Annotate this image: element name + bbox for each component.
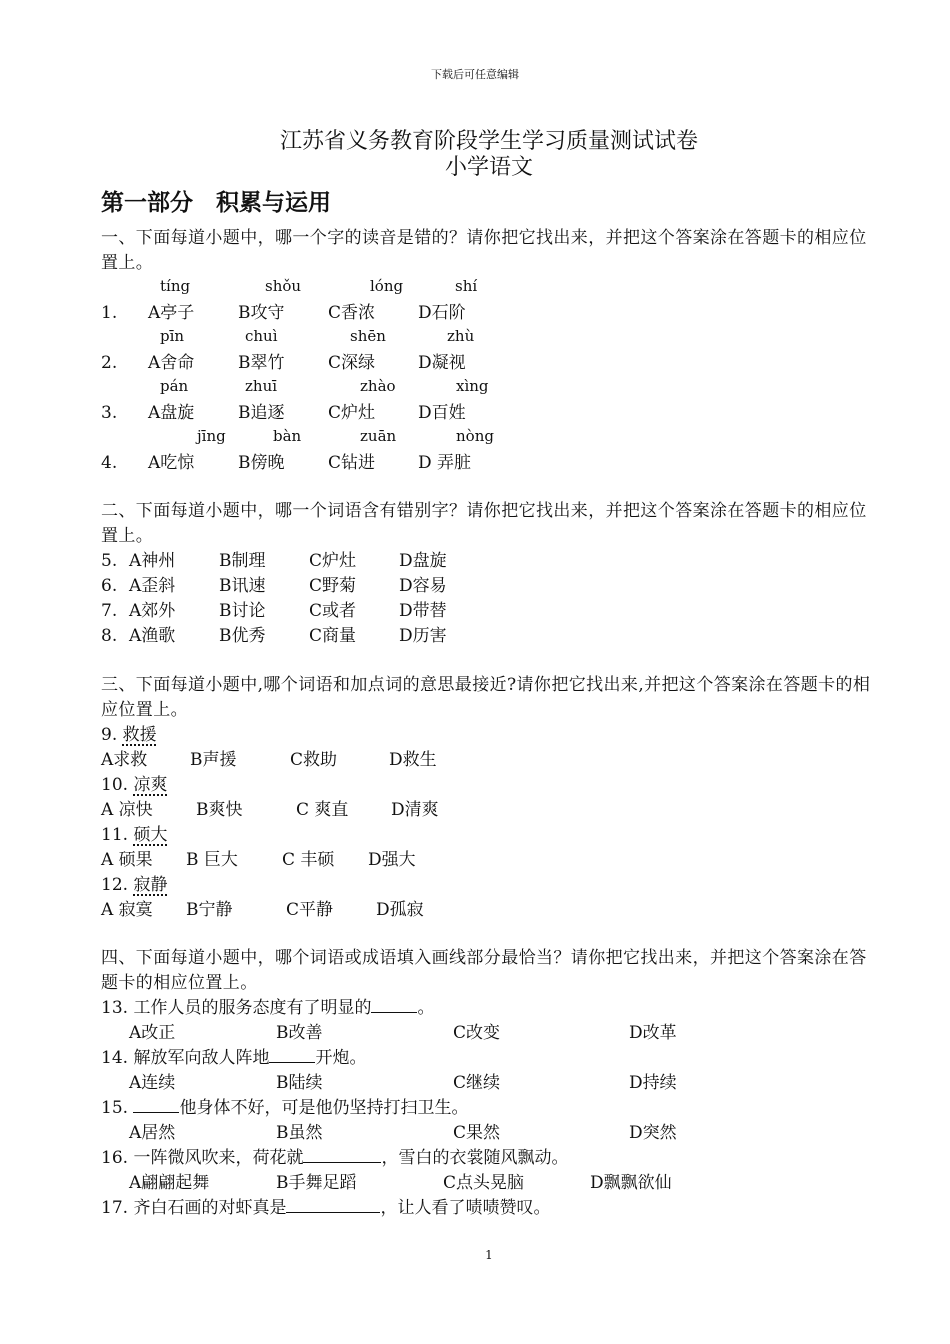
question-stem <box>101 1196 550 1221</box>
pinyin-label: zuān <box>360 427 397 445</box>
pinyin-label: lóng <box>370 277 404 295</box>
answer-option: A亭子 <box>148 303 195 323</box>
answer-option: B翠竹 <box>238 353 285 373</box>
answer-option: B优秀 <box>219 626 266 646</box>
question-number: 11. <box>101 825 129 845</box>
stem-text: 。 <box>417 998 435 1018</box>
answer-option: A翩翩起舞 <box>129 1173 210 1193</box>
answer-option: B改善 <box>276 1023 323 1043</box>
dotted-word: 救援 <box>122 725 157 745</box>
question-stem <box>101 723 157 748</box>
answer-option: B攻守 <box>238 303 285 323</box>
page-number: 1 <box>485 1248 493 1262</box>
pinyin-label: shēn <box>350 327 386 345</box>
stem-text: 齐白石画的对虾真是 <box>133 1198 287 1218</box>
answer-option: D 弄脏 <box>418 453 472 473</box>
answer-option: C炉灶 <box>309 551 357 571</box>
question-number: 5. <box>101 551 118 571</box>
pinyin-label: pīn <box>160 327 185 345</box>
question-number: 10. <box>101 775 129 795</box>
part-heading: 第一部分 积累与运用 <box>101 190 331 216</box>
question-number: 15. <box>101 1098 129 1118</box>
question-stem <box>101 1046 366 1071</box>
stem-text: 一阵微风吹来，荷花就 <box>133 1148 304 1168</box>
answer-option: B爽快 <box>196 800 243 820</box>
answer-option: C继续 <box>453 1073 501 1093</box>
answer-option: D容易 <box>399 576 447 596</box>
answer-blank <box>371 996 417 1013</box>
answer-option: A 硕果 <box>101 850 153 870</box>
answer-blank <box>303 1146 381 1163</box>
answer-option: A神州 <box>129 551 176 571</box>
answer-option: C深绿 <box>328 353 376 373</box>
answer-option: A改正 <box>129 1023 176 1043</box>
answer-option: C救助 <box>290 750 338 770</box>
pinyin-label: tíng <box>160 277 191 295</box>
pinyin-label: nòng <box>456 427 494 445</box>
answer-option: B声援 <box>190 750 237 770</box>
stem-text: 开炮。 <box>315 1048 367 1068</box>
pinyin-label: bàn <box>273 427 302 445</box>
answer-option: D突然 <box>629 1123 677 1143</box>
question-stem <box>101 996 434 1021</box>
question-stem <box>101 823 167 848</box>
stem-text: ，让人看了啧啧赞叹。 <box>380 1198 551 1218</box>
answer-option: C果然 <box>453 1123 501 1143</box>
dotted-word: 寂静 <box>133 875 168 895</box>
answer-blank <box>286 1196 380 1213</box>
stem-text: ，雪白的衣裳随风飘动。 <box>381 1148 569 1168</box>
section-2-intro: 二、下面每道小题中，哪一个词语含有错别字？请你把它找出来，并把这个答案涂在答题卡的相应位置上。 <box>101 501 867 546</box>
answer-option: C商量 <box>309 626 357 646</box>
question-number: 12. <box>101 875 129 895</box>
answer-option: B追逐 <box>238 403 285 423</box>
answer-option: C改变 <box>453 1023 501 1043</box>
question-number: 2. <box>101 353 118 373</box>
answer-option: D救生 <box>389 750 437 770</box>
answer-option: B宁静 <box>186 900 233 920</box>
pinyin-label: shí <box>455 277 478 295</box>
answer-option: D飘飘欲仙 <box>590 1173 672 1193</box>
pinyin-label: shǒu <box>265 277 302 295</box>
question-stem <box>101 773 167 798</box>
answer-blank <box>269 1046 315 1063</box>
pinyin-label: zhuī <box>245 377 278 395</box>
answer-option: A 寂寞 <box>101 900 153 920</box>
dotted-word: 硕大 <box>133 825 168 845</box>
stem-text: 他身体不好，可是他仍坚持打扫卫生。 <box>179 1098 469 1118</box>
answer-option: B讯速 <box>219 576 266 596</box>
page-header: 下载后可任意编辑 <box>431 68 519 81</box>
question-number: 8. <box>101 626 118 646</box>
answer-option: B 巨大 <box>186 850 238 870</box>
answer-option: B虽然 <box>276 1123 323 1143</box>
answer-option: D历害 <box>399 626 447 646</box>
answer-option: C香浓 <box>328 303 376 323</box>
stem-text: 解放军向敌人阵地 <box>133 1048 270 1068</box>
question-number: 16. <box>101 1148 129 1168</box>
section-4-intro: 四、下面每道小题中，哪个词语或成语填入画线部分最恰当？请你把它找出来，并把这个答案涂在答题卡的相应位置上。 <box>101 948 867 993</box>
dotted-word: 凉爽 <box>133 775 168 795</box>
pinyin-label: xìng <box>456 377 489 395</box>
question-number: 14. <box>101 1048 129 1068</box>
question-number: 13. <box>101 998 129 1018</box>
answer-option: C炉灶 <box>328 403 376 423</box>
answer-option: C点头晃脑 <box>443 1173 525 1193</box>
pinyin-label: zhào <box>360 377 396 395</box>
answer-option: C平静 <box>286 900 334 920</box>
answer-option: A舍命 <box>148 353 195 373</box>
page-subtitle: 小学语文 <box>444 155 533 180</box>
answer-option: C 爽直 <box>296 800 349 820</box>
pinyin-label: chuì <box>245 327 278 345</box>
question-stem <box>101 1146 568 1171</box>
answer-option: A郊外 <box>129 601 176 621</box>
answer-option: B陆续 <box>276 1073 323 1093</box>
stem-text: 工作人员的服务态度有了明显的 <box>133 998 372 1018</box>
answer-option: C钻进 <box>328 453 376 473</box>
question-number: 7. <box>101 601 118 621</box>
answer-option: A求救 <box>101 750 148 770</box>
answer-option: A连续 <box>129 1073 176 1093</box>
pinyin-label: pán <box>160 377 189 395</box>
answer-option: B傍晚 <box>238 453 285 473</box>
question-number: 6. <box>101 576 118 596</box>
answer-option: A盘旋 <box>148 403 195 423</box>
question-stem <box>101 873 167 898</box>
question-number: 3. <box>101 403 118 423</box>
answer-option: B手舞足蹈 <box>276 1173 357 1193</box>
section-1-intro: 一、下面每道小题中，哪一个字的读音是错的？请你把它找出来，并把这个答案涂在答题卡的相应位置上。 <box>101 228 867 273</box>
question-stem <box>101 1096 468 1121</box>
answer-option: A吃惊 <box>148 453 195 473</box>
answer-option: B制理 <box>219 551 266 571</box>
answer-option: D凝视 <box>418 353 466 373</box>
answer-option: A居然 <box>129 1123 176 1143</box>
answer-option: A 凉快 <box>101 800 153 820</box>
answer-option: D强大 <box>368 850 416 870</box>
answer-option: C野菊 <box>309 576 357 596</box>
answer-option: D盘旋 <box>399 551 447 571</box>
answer-option: C或者 <box>309 601 357 621</box>
answer-option: D石阶 <box>418 303 466 323</box>
answer-option: D孤寂 <box>376 900 424 920</box>
answer-option: C 丰硕 <box>282 850 335 870</box>
answer-option: B讨论 <box>219 601 266 621</box>
question-number: 9. <box>101 725 118 745</box>
answer-blank <box>133 1096 179 1113</box>
answer-option: A歪斜 <box>129 576 176 596</box>
question-number: 4. <box>101 453 118 473</box>
answer-option: D持续 <box>629 1073 677 1093</box>
answer-option: D带替 <box>399 601 447 621</box>
question-number: 17. <box>101 1198 129 1218</box>
page-title: 江苏省义务教育阶段学生学习质量测试试卷 <box>279 129 698 154</box>
answer-option: D百姓 <box>418 403 466 423</box>
section-3-intro: 三、下面每道小题中,哪个词语和加点词的意思最接近?请你把它找出来,并把这个答案涂在答题卡的相应位置上。 <box>101 675 871 720</box>
answer-option: A渔歌 <box>129 626 176 646</box>
answer-option: D清爽 <box>391 800 439 820</box>
answer-option: D改革 <box>629 1023 677 1043</box>
pinyin-label: jīng <box>197 427 226 445</box>
question-number: 1. <box>101 303 118 323</box>
pinyin-label: zhù <box>447 327 475 345</box>
